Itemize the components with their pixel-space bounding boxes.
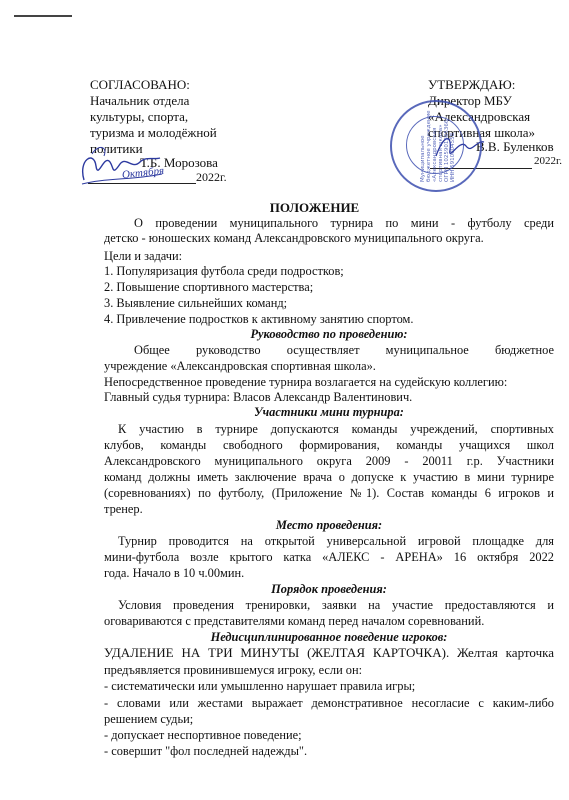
- document-heading: ПОЛОЖЕНИЕ: [269, 200, 360, 215]
- approved-title: УТВЕРЖДАЮ:: [428, 77, 516, 92]
- section-discipline-line-2: предъявляется провинившемуся игроку, если он:: [104, 663, 363, 677]
- agreed-line-1: Начальник отдела: [90, 93, 190, 108]
- section-participants-line-3: Александровского муниципального округа 2009 - 20011 г.р. Участники: [104, 454, 554, 468]
- section-procedure-line-2: оговариваются с представителями команд перед началом соревнований.: [104, 614, 485, 628]
- section-procedure-line-1: Условия проведения тренировки, заявки на участие предоставляются и: [118, 598, 554, 612]
- seal-text: Муниципальное бюджетное учреждение «Александровская спортивная школа» ОГРН 1025901365366 ИНН 5910004558: [420, 110, 456, 182]
- intro-line-1: О проведении муниципального турнира по мини - футболу среди: [134, 216, 554, 230]
- agreed-signature: [74, 140, 164, 190]
- agreed-line-4: политики: [90, 141, 143, 156]
- section-venue-line-2: мини-футбола возле крытого катка «АЛЕКС - АРЕНА» 16 октября 2022: [104, 550, 554, 564]
- agreed-line-3: туризма и молодёжной: [90, 125, 217, 140]
- section-participants-line-5: (соревнованиях) по футболу, (Приложение №1). Состав команды 6 игроков и: [104, 486, 554, 500]
- section-discipline-line-1: УДАЛЕНИЕ НА ТРИ МИНУТЫ (ЖЕЛТАЯ КАРТОЧКА). Желтая карточка: [104, 645, 554, 660]
- section-discipline-title: Недисциплинированное поведение игроков:: [210, 630, 448, 644]
- section-participants-line-6: тренер.: [104, 502, 143, 516]
- section-management-line-3: Непосредственное проведение турнира возлагается на судейскую коллегию:: [104, 375, 508, 389]
- agreed-name: Т.Б. Морозова: [140, 155, 218, 170]
- section-discipline-line-7: - совершит "фол последней надежды".: [104, 744, 308, 758]
- goal-1: 1. Популяризация футбола среди подростков;: [104, 264, 344, 278]
- section-participants-line-2: клубов, команды свободного формирования, команды учащихся школ: [104, 438, 554, 452]
- section-participants-title: Участники мини турнира:: [254, 405, 404, 419]
- section-discipline-line-5: решением судьи;: [104, 712, 194, 726]
- goal-3: 3. Выявление сильнейших команд;: [104, 296, 288, 310]
- section-participants-line-1: К участию в турнире допускаются команды учреждений, спортивных: [118, 422, 554, 436]
- agreed-date-handwritten: Октября: [121, 164, 165, 182]
- approved-year: 2022г.: [534, 155, 563, 167]
- agreed-line-2: культуры, спорта,: [90, 109, 189, 124]
- section-venue-title: Место проведения:: [275, 518, 383, 532]
- section-management-line-2: учреждение «Александровская спортивная школа».: [104, 359, 376, 373]
- goals-title: Цели и задачи:: [104, 249, 183, 263]
- section-participants-line-4: команд должны иметь заключение врача о допуске к участию в мини турнире: [104, 470, 554, 484]
- section-discipline-line-6: - допускает неспортивное поведение;: [104, 728, 302, 742]
- approved-name: В.В. Буленков: [476, 139, 554, 154]
- section-management-title: Руководство по проведению:: [250, 327, 408, 341]
- section-management-line-4: Главный судья турнира: Власов Александр Валентинович.: [104, 390, 413, 404]
- section-venue-line-1: Турнир проводится на открытой универсальной игровой площадке для: [118, 534, 554, 548]
- section-discipline-line-3: - систематически или умышленно нарушает правила игры;: [104, 679, 416, 693]
- approved-line-2: «Александровская: [428, 109, 531, 124]
- agreed-year: 2022г.: [196, 170, 227, 184]
- section-procedure-title: Порядок проведения:: [271, 582, 387, 596]
- official-seal: [390, 100, 482, 192]
- intro-line-2: детско - юношеских команд Александровского муниципального округа.: [104, 231, 484, 245]
- approved-line-1: Директор МБУ: [428, 93, 512, 108]
- goal-2: 2. Повышение спортивного мастерства;: [104, 280, 314, 294]
- section-venue-line-3: года. Начало в 10 ч.00мин.: [104, 566, 245, 580]
- approved-line-3: спортивная школа»: [428, 125, 536, 140]
- agreed-title: СОГЛАСОВАНО:: [90, 77, 190, 92]
- header-rule: [14, 15, 72, 17]
- section-management-line-1: Общее руководство осуществляет муниципальное бюджетное: [134, 343, 554, 357]
- goal-4: 4. Привлечение подростков к активному занятию спортом.: [104, 312, 414, 326]
- section-discipline-line-4: - словами или жестами выражает демонстративное несогласие с каким-либо: [104, 696, 554, 710]
